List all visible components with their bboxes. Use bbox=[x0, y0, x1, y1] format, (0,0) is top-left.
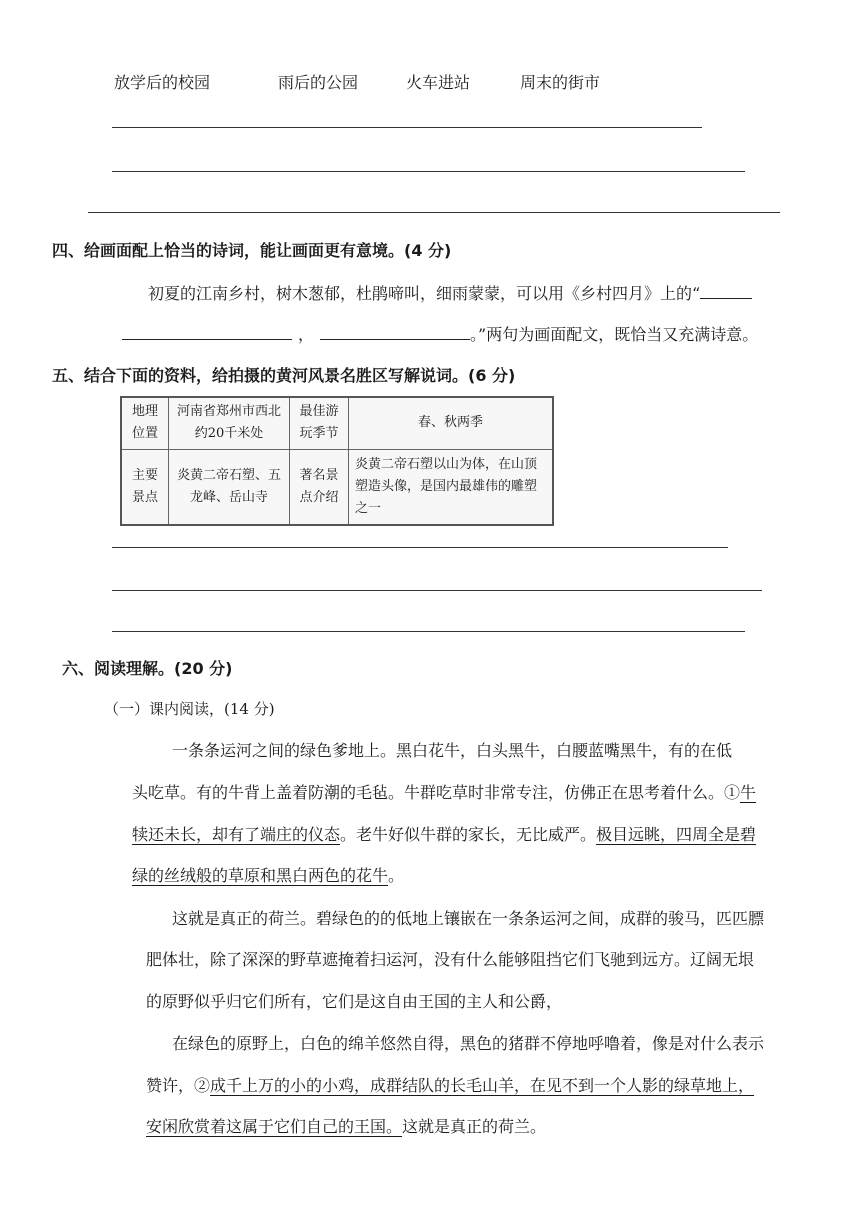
answer-line[interactable] bbox=[112, 590, 762, 591]
poem-blank-1[interactable] bbox=[700, 282, 752, 299]
section-4-heading: 四、给画面配上恰当的诗词，能让画面更有意境。(4 分) bbox=[52, 241, 452, 260]
poem-blank-1-cont[interactable] bbox=[122, 323, 292, 340]
passage-line bbox=[132, 783, 756, 803]
passage-line bbox=[132, 825, 756, 845]
underlined-sentence-1: 牛 bbox=[740, 783, 757, 802]
answer-line[interactable] bbox=[112, 127, 702, 128]
table-row bbox=[121, 449, 553, 525]
table-row bbox=[121, 397, 553, 449]
topic-2: 雨后的公园 bbox=[278, 73, 359, 92]
passage-line: 一条条运河之间的绿色爹地上。黑白花牛，白头黑牛，白腰蓝嘴黑牛，有的在低 bbox=[172, 741, 733, 760]
passage-text: 赞许，② bbox=[146, 1076, 211, 1095]
underlined-sentence-3: 安闲欣赏着这属于它们自己的王国。 bbox=[146, 1117, 403, 1136]
answer-line[interactable] bbox=[112, 631, 745, 632]
table-cell: 地理位置 bbox=[121, 397, 169, 449]
passage-line bbox=[146, 1117, 546, 1137]
passage-line: 这就是真正的荷兰。碧绿色的的低地上镶嵌在一条条运河之间，成群的骏马，匹匹膘 bbox=[172, 909, 765, 928]
table-cell: 炎黄二帝石塑以山为体，在山顶塑造头像，是国内最雄伟的雕塑之一 bbox=[349, 449, 554, 525]
scenic-info-table bbox=[120, 396, 554, 526]
poem-blank-2[interactable] bbox=[320, 323, 470, 340]
underlined-sentence-1: 犊还未长，却有了端庄的仪态 bbox=[132, 825, 341, 844]
table-cell: 炎黄二帝石塑、五龙峰、岳山寺 bbox=[169, 449, 290, 525]
topic-1: 放学后的校园 bbox=[114, 73, 211, 92]
table-cell: 河南省郑州市西北约20千米处 bbox=[169, 397, 290, 449]
topic-4: 周末的街市 bbox=[520, 73, 601, 92]
passage-line: 在绿色的原野上，白色的绵羊悠然自得，黑色的猪群不停地呼噜着，像是对什么表示 bbox=[172, 1034, 765, 1053]
underlined-sentence-2: 极目远眺，四周全是碧 bbox=[596, 825, 757, 844]
underlined-sentence-3: 成千上万的小的小鸡，成群结队的长毛山羊，在见不到一个人影的绿草地上， bbox=[210, 1076, 755, 1095]
answer-line[interactable] bbox=[112, 547, 728, 548]
topic-3: 火车进站 bbox=[406, 73, 471, 92]
underlined-sentence-2: 绿的丝绒般的草原和黑白两色的花牛 bbox=[132, 866, 389, 885]
passage-text: 这就是真正的荷兰。 bbox=[402, 1117, 547, 1136]
section-4-line2 bbox=[122, 322, 758, 345]
section-4-end: 。”两句为画面配文，既恰当又充满诗意。 bbox=[470, 325, 759, 344]
passage-line: 肥体壮，除了深深的野草遮掩着扫运河，没有什么能够阻挡它们飞驰到远方。辽阔无垠 bbox=[146, 950, 755, 969]
section-6-heading: 六、阅读理解。(20 分) bbox=[62, 659, 233, 678]
section-5-heading: 五、结合下面的资料，给拍摄的黄河风景名胜区写解说词。(6 分) bbox=[52, 366, 516, 385]
sub-section-heading: （一）课内阅读，(14 分) bbox=[104, 700, 275, 718]
passage-text: 头吃草。有的牛背上盖着防潮的毛毡。牛群吃草时非常专注，仿佛正在思考着什么。① bbox=[132, 783, 741, 802]
passage-line: 的原野似乎归它们所有，它们是这自由王国的主人和公爵， bbox=[146, 992, 563, 1011]
table-cell: 著名景点介绍 bbox=[290, 449, 349, 525]
comma: ， bbox=[298, 325, 315, 344]
section-4-text: 初夏的江南乡村，树木葱郁，杜鹃啼叫，细雨蒙蒙，可以用《乡村四月》上的“ bbox=[148, 284, 701, 303]
table-cell: 主要景点 bbox=[121, 449, 169, 525]
passage-line bbox=[146, 1076, 754, 1096]
section-4-line1 bbox=[148, 281, 752, 304]
passage-text: 。 bbox=[388, 866, 405, 885]
passage-line bbox=[132, 866, 404, 886]
table-cell: 春、秋两季 bbox=[349, 397, 554, 449]
answer-line[interactable] bbox=[88, 212, 780, 213]
answer-line[interactable] bbox=[112, 171, 745, 172]
table-cell: 最佳游玩季节 bbox=[290, 397, 349, 449]
passage-text: 。老牛好似牛群的家长，无比威严。 bbox=[340, 825, 597, 844]
